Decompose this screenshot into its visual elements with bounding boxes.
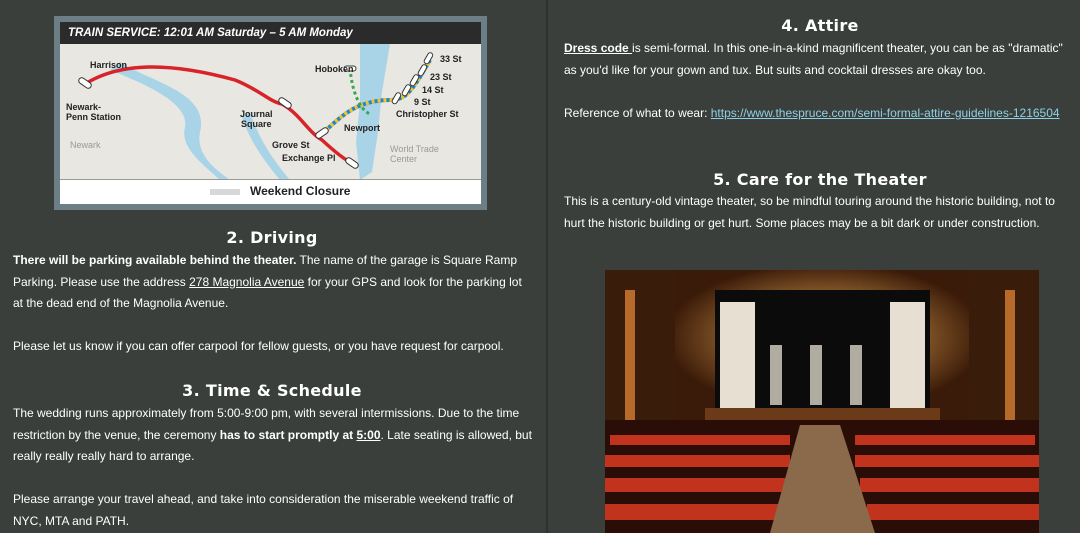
carpool-text: Please let us know if you can offer carpool for fellow guests, or you have request for carpool. [13,339,504,353]
reference-link[interactable]: https://www.thespruce.com/semi-formal-attire-guidelines-1216504 [710,106,1060,120]
travel-text: Please arrange your travel ahead, and take into consideration the miserable weekend traffic of NYC, MTA and PATH. [13,492,514,528]
station-journal-square: Journal Square [240,109,273,129]
station-newport: Newport [344,123,380,133]
station-14-st: 14 St [422,85,444,95]
theater-illustration [605,270,1039,533]
station-newark-penn: Newark- Penn Station [66,102,122,122]
legend-label: Weekend Closure [250,184,351,198]
schedule-text-1: The wedding runs approximately from 5:00-9:00 pm, with several intermissions. Due to the time restriction by the venue, the ceremony [13,406,520,442]
schedule-text-2: . Late seating is allowed, but really really really hard to arrange. [13,427,532,463]
map-canvas [60,22,481,204]
driving-heading: 2. Driving [226,228,318,247]
attire-reference [564,103,1078,125]
right-column [550,0,1080,533]
attire-text-1: is semi-formal. In this one-in-a-kind magnificent theater, you can be as "dramatic" as you'd like for your gown and tux. But suits and cocktail dresses are okay too. [564,41,1063,77]
driving-text-2: for your GPS and look for the parking lot at the dead end of the Magnolia Avenue. [13,274,522,310]
schedule-text [13,403,533,468]
station-exchange-pl: Exchange Pl [282,153,336,163]
care-heading: 5. Care for the Theater [713,170,927,189]
passaic-river [110,62,230,180]
station-newark: Newark [70,140,101,150]
address-link[interactable]: 278 Magnolia Avenue [189,274,305,289]
driving-bold-intro: There will be parking available behind the theater. [13,253,297,267]
schedule-bold: has to start promptly at [219,427,357,442]
dress-code-label: Dress code [564,41,633,55]
legend-swatch [210,189,240,195]
path-train-map [54,16,487,210]
driving-text-1: The name of the garage is Square Ramp Parking. Please use the address [13,253,517,289]
station-christopher: Christopher St [396,109,459,119]
station-23-st: 23 St [430,72,452,82]
theater-photo [605,270,1039,533]
station-wtc: World Trade Center [390,144,439,164]
station-9-st: 9 St [414,97,431,107]
station-harrison: Harrison [90,60,128,70]
station-grove-st: Grove St [272,140,310,150]
map-legend [60,179,481,204]
reference-label: Reference of what to wear: [564,106,711,120]
station-hoboken: Hoboken [315,64,354,74]
map-header: TRAIN SERVICE: 12:01 AM Saturday – 5 AM Monday [60,22,481,44]
driving-text [13,250,533,315]
column-divider [546,0,548,533]
attire-text [564,38,1078,81]
care-text: This is a century-old vintage theater, so be mindful touring around the historic building, not to hurt the historic building or get hurt. Some places may be a bit dark or under construction. [564,194,1055,230]
red-line [85,67,352,163]
schedule-time: 5:00 [356,427,381,442]
attire-heading: 4. Attire [781,16,859,35]
station-33-st: 33 St [440,54,462,64]
hudson-river [356,44,390,180]
schedule-heading: 3. Time & Schedule [182,381,362,400]
